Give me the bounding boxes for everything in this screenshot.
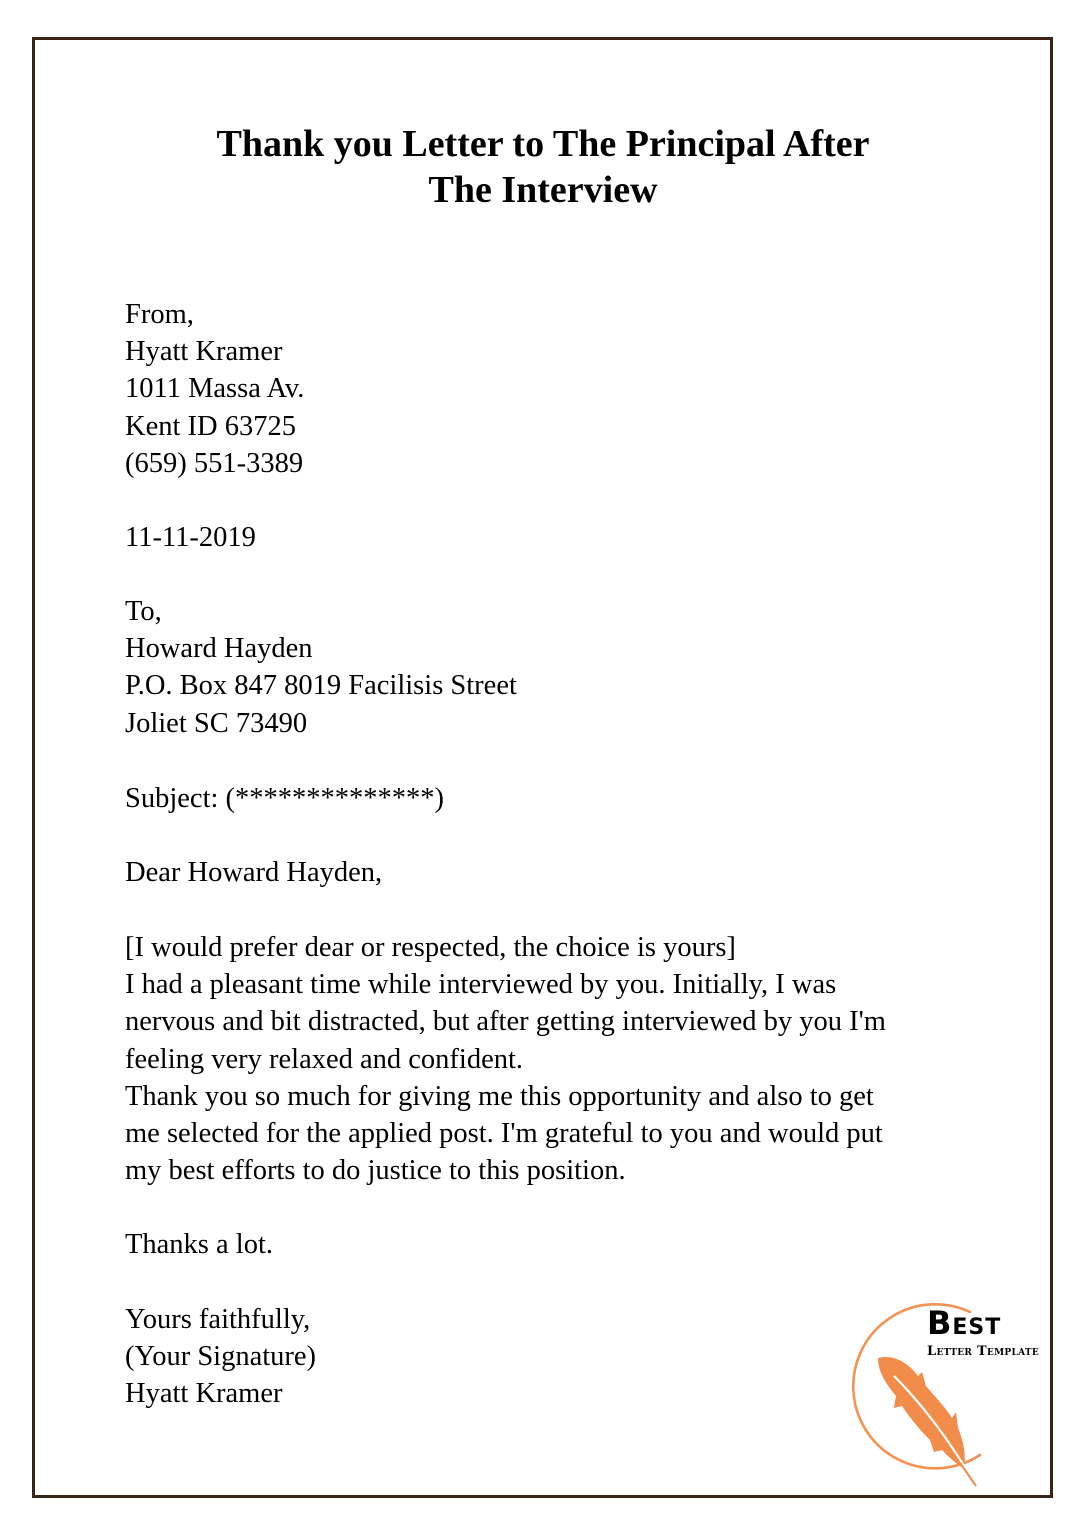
recipient-block (125, 593, 517, 742)
letter-title (0, 121, 1086, 213)
sender-label: From, (125, 299, 194, 330)
signoff-signature: (Your Signature) (125, 1341, 317, 1373)
signoff-closing: Yours faithfully, (125, 1304, 311, 1335)
date-text: 11-11-2019 (125, 522, 256, 553)
letter-body (125, 929, 886, 1189)
title-line-2: The Interview (428, 169, 658, 211)
sender-phone: (659) 551-3389 (125, 447, 304, 479)
signoff-block (125, 1301, 316, 1413)
body-line: my best efforts to do justice to this position. (125, 1155, 626, 1187)
body-line: I had a pleasant time while interviewed by you. Initially, I was (125, 969, 837, 1001)
salutation-text: Dear Howard Hayden, (125, 857, 383, 888)
recipient-name: Howard Hayden (125, 633, 313, 665)
sender-address-line-1: 1011 Massa Av. (125, 373, 305, 405)
logo-brand-word: Best (927, 1304, 1002, 1342)
page-frame (32, 37, 1053, 1498)
closing-remark-text: Thanks a lot. (125, 1229, 274, 1260)
logo-brand-subtitle: Letter Template (927, 1344, 1040, 1359)
sender-address-line-2: Kent ID 63725 (125, 410, 296, 442)
body-line: feeling very relaxed and confident. (125, 1043, 524, 1075)
sender-name: Hyatt Kramer (125, 336, 283, 368)
salutation (125, 854, 382, 891)
body-line: me selected for the applied post. I'm grateful to you and would put (125, 1117, 883, 1149)
title-line-1: Thank you Letter to The Principal After (216, 123, 870, 165)
recipient-label: To, (125, 596, 162, 627)
body-line: nervous and bit distracted, but after getting interviewed by you I'm (125, 1006, 886, 1038)
recipient-address-line-1: P.O. Box 847 8019 Facilisis Street (125, 670, 517, 702)
sender-block (125, 296, 304, 482)
body-line: [I would prefer dear or respected, the choice is yours] (125, 932, 736, 963)
subject-line (125, 780, 444, 817)
letter-date (125, 519, 256, 556)
body-line: Thank you so much for giving me this opportunity and also to get (125, 1080, 874, 1112)
recipient-address-line-2: Joliet SC 73490 (125, 707, 308, 739)
signoff-name: Hyatt Kramer (125, 1378, 283, 1410)
closing-remark (125, 1226, 273, 1263)
subject-text: Subject: (**************) (125, 783, 445, 814)
